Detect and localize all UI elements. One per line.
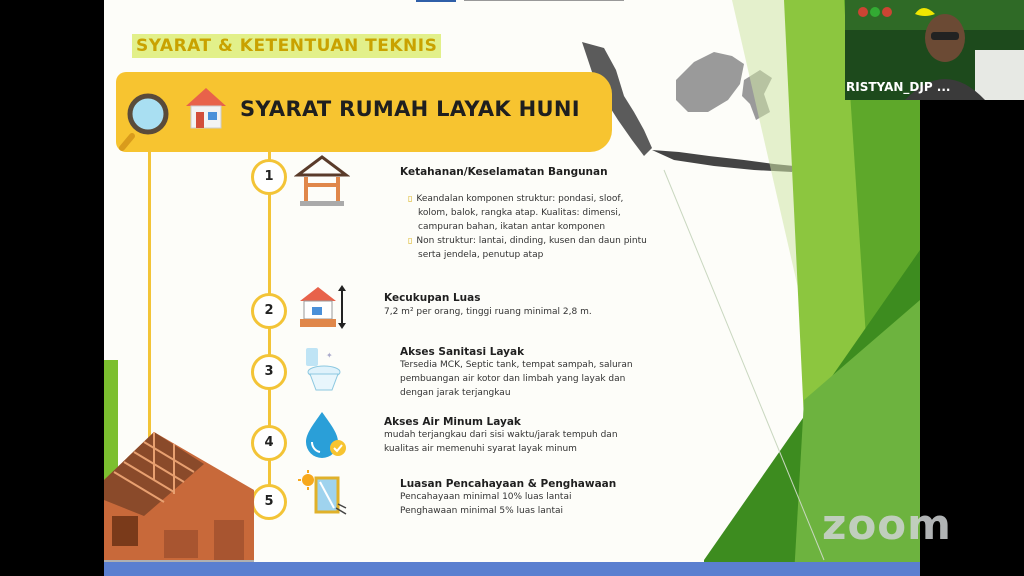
step-number-5: 5: [251, 484, 287, 520]
item-1-bullets: [408, 192, 648, 262]
item-2-title: Kecukupan Luas: [384, 292, 481, 304]
item-5-title: Luasan Pencahayaan & Penghawaan: [400, 478, 617, 490]
item-4-text: mudah terjangkau dari sisi waktu/jarak tempuh dan kualitas air memenuhi syarat layak minum: [384, 430, 618, 454]
step-number-3: 3: [251, 354, 287, 390]
step-number-1: 1: [251, 159, 287, 195]
magnifier-icon: [118, 92, 178, 152]
item-4-title: Akses Air Minum Layak: [384, 416, 521, 428]
step-number-2: 2: [251, 293, 287, 329]
svg-text:✦: ✦: [326, 351, 333, 360]
house-icon: [184, 86, 228, 130]
item-3-text: Tersedia MCK, Septic tank, tempat sampah, saluran pembuangan air kotor dan limbah yang layak dan dengan jarak terjangkau: [400, 360, 633, 398]
item-2-text: 7,2 m² per orang, tinggi ruang minimal 2,8 m.: [384, 307, 592, 317]
step-number-4: 4: [251, 425, 287, 461]
item-1-bullet-2: ▯ Non struktur: lantai, dinding, kusen dan daun pintu serta jendela, penutup atap: [408, 236, 647, 260]
participant-name-label: RISTYAN_DJP ...: [846, 80, 951, 94]
timeline-left-line: [148, 150, 151, 440]
zoom-watermark-logo: zoom: [822, 500, 952, 549]
presentation-slide: [104, 0, 920, 576]
house-height-icon: [298, 285, 346, 331]
banner-title: SYARAT RUMAH LAYAK HUNI: [240, 97, 580, 121]
house-construction-illustration: [104, 420, 254, 576]
item-5-text: Pencahayaan minimal 10% luas lantai Penghawaan minimal 5% luas lantai: [400, 492, 572, 516]
window-sun-icon: [298, 470, 348, 522]
section-title: SYARAT & KETENTUAN TEKNIS: [132, 34, 441, 58]
item-3-title: Akses Sanitasi Layak: [400, 346, 525, 358]
item-1-title: Ketahanan/Keselamatan Bangunan: [400, 166, 608, 178]
toilet-icon: [302, 346, 342, 392]
water-drop-icon: [302, 410, 348, 458]
item-1-bullet-1: ▯ Keandalan komponen struktur: pondasi, sloof, kolom, balok, rangka atap. Kualitas: dimensi, campuran bahan, ikatan antar komponen: [408, 194, 624, 232]
building-frame-icon: [294, 153, 350, 209]
slide-bottom-band: [104, 562, 920, 576]
